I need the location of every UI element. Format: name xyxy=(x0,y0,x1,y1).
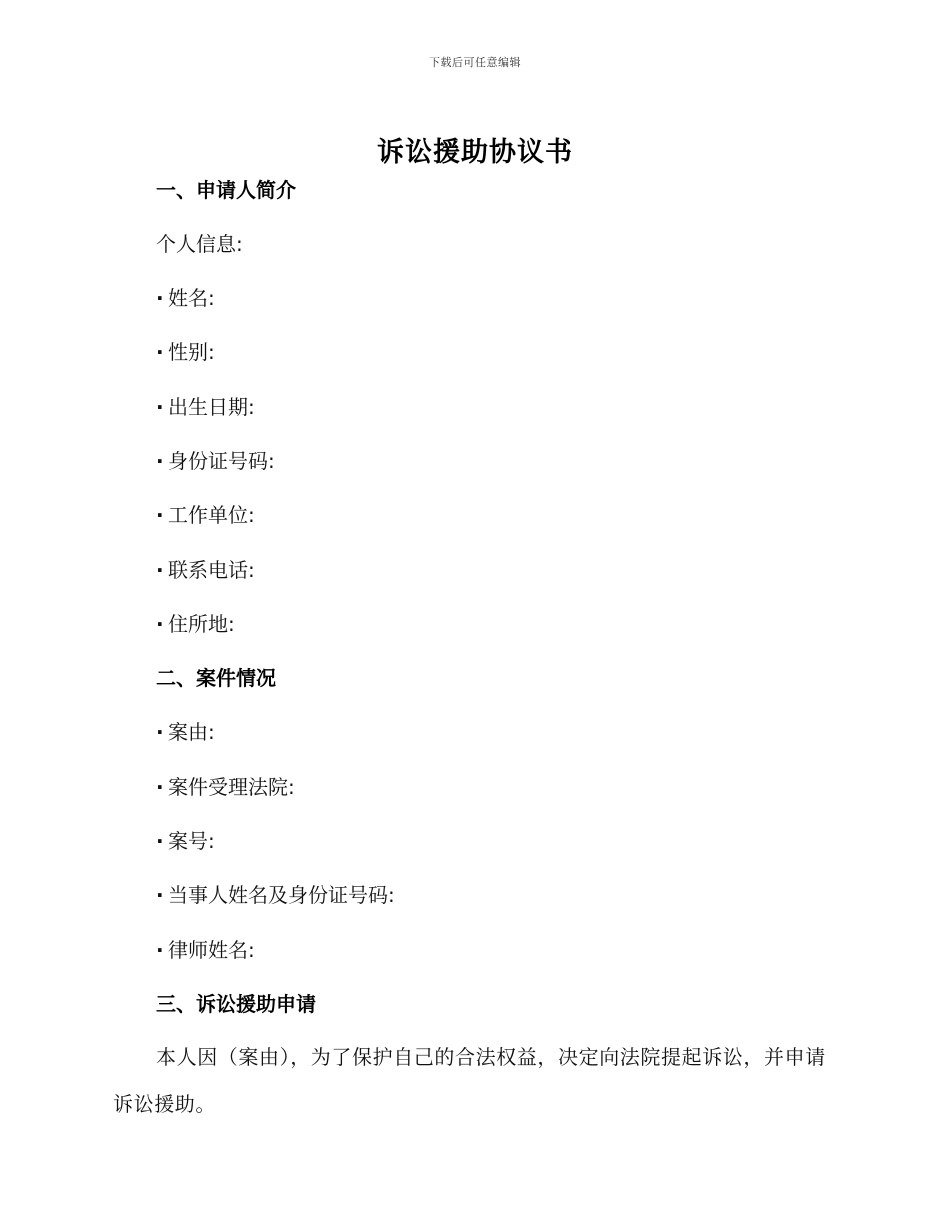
application-paragraph: 本人因（案由），为了保护自己的合法权益，决定向法院提起诉讼，并申请诉讼援助。 xyxy=(113,1045,826,1116)
section-heading-case: 二、案件情况 xyxy=(156,666,276,690)
field-cause: · 案由: xyxy=(156,718,215,746)
field-workplace: · 工作单位: xyxy=(156,501,255,529)
field-court: · 案件受理法院: xyxy=(156,773,295,801)
field-lawyer-name: · 律师姓名: xyxy=(156,936,255,964)
field-name: · 姓名: xyxy=(156,284,215,312)
field-party-name-id: · 当事人姓名及身份证号码: xyxy=(156,881,395,909)
field-id-number: · 身份证号码: xyxy=(156,447,275,475)
section-heading-applicant: 一、申请人简介 xyxy=(156,178,296,202)
field-phone: · 联系电话: xyxy=(156,556,255,584)
section-heading-application: 三、诉讼援助申请 xyxy=(156,992,316,1016)
document-title: 诉讼援助协议书 xyxy=(377,137,573,168)
field-residence: · 住所地: xyxy=(156,610,235,638)
field-birth-date: · 出生日期: xyxy=(156,393,255,421)
personal-info-label: 个人信息: xyxy=(156,232,243,256)
field-case-number: · 案号: xyxy=(156,827,215,855)
header-note: 下载后可任意编辑 xyxy=(429,56,521,69)
field-gender: · 性别: xyxy=(156,338,215,366)
